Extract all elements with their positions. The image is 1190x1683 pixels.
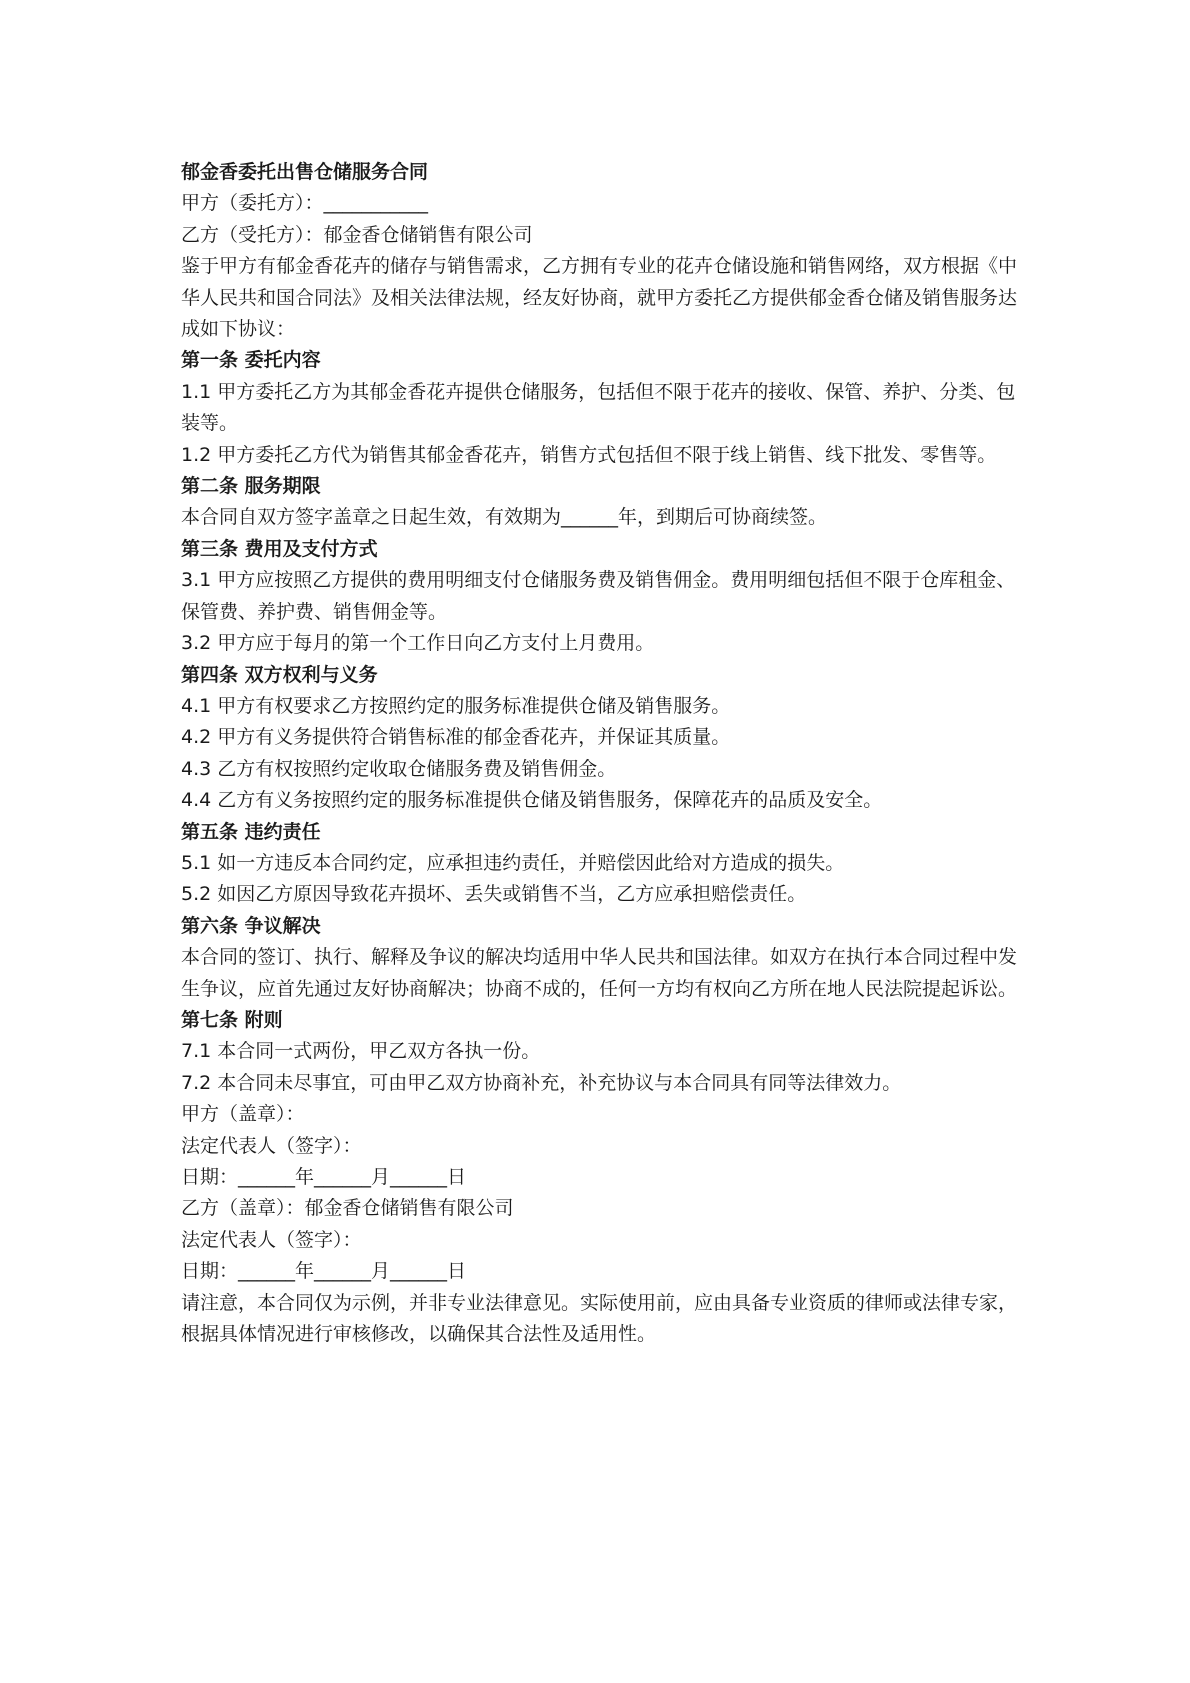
party-b-date: 日期：______年______月______日: [181, 1260, 467, 1283]
preamble: 鉴于甲方有郁金香花卉的储存与销售需求，乙方拥有专业的花卉仓储设施和销售网络，双方根据《中华人民共和国合同法》及相关法律法规，经友好协商，就甲方委托乙方提供郁金香仓储及销售服务达成如下协议：: [181, 255, 1018, 341]
party-b-line: 乙方（受托方）：郁金香仓储销售有限公司: [181, 223, 533, 246]
article-1-clause-2: 1.2 甲方委托乙方代为销售其郁金香花卉，销售方式包括但不限于线上销售、线下批发、零售等。: [181, 443, 997, 466]
article-4-clause-2: 4.2 甲方有义务提供符合销售标准的郁金香花卉，并保证其质量。: [181, 726, 731, 749]
article-5-clause-2: 5.2 如因乙方原因导致花卉损坏、丢失或销售不当，乙方应承担赔偿责任。: [181, 883, 807, 906]
article-7-clause-2: 7.2 本合同未尽事宜，可由甲乙双方协商补充，补充协议与本合同具有同等法律效力。: [181, 1071, 902, 1094]
party-b-representative: 法定代表人（签字）：: [181, 1228, 362, 1251]
article-2-clause-1: 本合同自双方签字盖章之日起生效，有效期为______年，到期后可协商续签。: [181, 506, 828, 529]
article-2-heading: 第二条 服务期限: [181, 475, 321, 498]
article-3-clause-1: 3.1 甲方应按照乙方提供的费用明细支付仓储服务费及销售佣金。费用明细包括但不限于仓库租金、保管费、养护费、销售佣金等。: [181, 569, 1016, 623]
article-6-clause-1: 本合同的签订、执行、解释及争议的解决均适用中华人民共和国法律。如双方在执行本合同过程中发生争议，应首先通过友好协商解决；协商不成的，任何一方均有权向乙方所在地人民法院提起诉讼。: [181, 946, 1018, 1000]
article-4-clause-1: 4.1 甲方有权要求乙方按照约定的服务标准提供仓储及销售服务。: [181, 694, 731, 717]
article-1-heading: 第一条 委托内容: [181, 349, 321, 372]
article-4-heading: 第四条 双方权利与义务: [181, 663, 378, 686]
article-7-clause-1: 7.1 本合同一式两份，甲乙双方各执一份。: [181, 1040, 541, 1063]
article-4-clause-3: 4.3 乙方有权按照约定收取仓储服务费及销售佣金。: [181, 757, 617, 780]
article-4-clause-4: 4.4 乙方有义务按照约定的服务标准提供仓储及销售服务，保障花卉的品质及安全。: [181, 789, 883, 812]
contract-title: 郁金香委托出售仓储服务合同: [181, 161, 429, 183]
article-7-heading: 第七条 附则: [181, 1008, 283, 1031]
party-a-seal: 甲方（盖章）：: [181, 1103, 305, 1126]
party-a-line: 甲方（委托方）：___________: [181, 192, 429, 215]
party-b-seal: 乙方（盖章）：郁金香仓储销售有限公司: [181, 1197, 514, 1220]
article-5-heading: 第五条 违约责任: [181, 820, 321, 843]
article-3-heading: 第三条 费用及支付方式: [181, 537, 378, 560]
disclaimer: 请注意，本合同仅为示例，并非专业法律意见。实际使用前，应由具备专业资质的律师或法律专家，根据具体情况进行审核修改，以确保其合法性及适用性。: [181, 1291, 1018, 1346]
party-a-date: 日期：______年______月______日: [181, 1166, 467, 1188]
article-1-clause-1: 1.1 甲方委托乙方为其郁金香花卉提供仓储服务，包括但不限于花卉的接收、保管、养护、分类、包装等。: [181, 380, 1016, 435]
party-a-representative: 法定代表人（签字）：: [181, 1134, 362, 1157]
article-6-heading: 第六条 争议解决: [181, 914, 321, 937]
contract-document: [181, 157, 1041, 1350]
article-3-clause-2: 3.2 甲方应于每月的第一个工作日向乙方支付上月费用。: [181, 632, 655, 655]
article-5-clause-1: 5.1 如一方违反本合同约定，应承担违约责任，并赔偿因此给对方造成的损失。: [181, 851, 845, 874]
